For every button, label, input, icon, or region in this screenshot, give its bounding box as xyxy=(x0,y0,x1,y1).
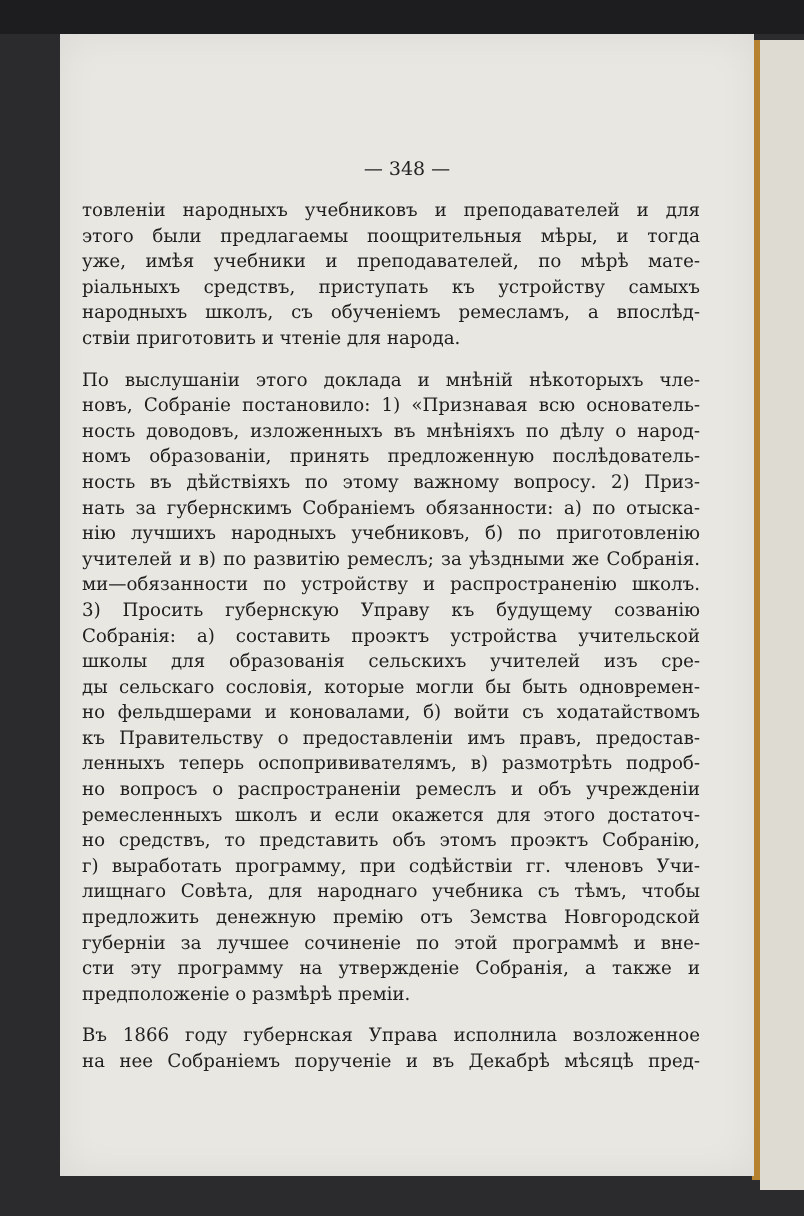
adjacent-page xyxy=(760,40,804,1190)
text-line: новъ, Собраніе постановило: 1) «Признавая всю основатель- xyxy=(82,395,700,417)
text-line: но вопросъ о распространеніи ремеслъ и объ учрежденіи xyxy=(82,779,700,801)
text-line: номъ образованіи, принять предложенную послѣдователь- xyxy=(82,446,700,468)
text-line: предположеніе о размѣрѣ преміи. xyxy=(82,983,411,1005)
text-line: ми—обязанности по устройству и распространенію школъ. xyxy=(82,574,700,596)
text-line: Собранія: а) составить проэктъ устройства учительской xyxy=(82,625,700,647)
text-line: губерніи за лучшее сочиненіе по этой программѣ и вне- xyxy=(82,932,700,954)
text-line: сти эту программу на утвержденіе Собранія, а также и xyxy=(82,958,700,980)
text-line: ствіи приготовить и чтеніе для народа. xyxy=(82,327,461,349)
text-line: товленіи народныхъ учебниковъ и преподавателей и для xyxy=(82,200,700,221)
text-line: учителей и в) по развитію ремеслъ; за уѣздными же Собранія. xyxy=(82,548,700,570)
page-text xyxy=(82,198,700,1075)
text-line: на нее Собраніемъ порученіе и въ Декабрѣ мѣсяцѣ пред- xyxy=(82,1051,700,1072)
text-line: но средствъ, то представить объ этомъ проэктъ Собранію, xyxy=(82,830,700,852)
text-line: По выслушаніи этого доклада и мнѣній нѣкоторыхъ чле- xyxy=(82,369,700,391)
text-line: Въ 1866 году губернская Управа исполнила возложенное xyxy=(82,1025,700,1047)
text-line: ленныхъ теперь оспопрививателямъ, в) размотрѣть подроб- xyxy=(82,753,700,775)
paragraph xyxy=(82,198,700,352)
text-line: г) выработать программу, при содѣйствіи гг. членовъ Учи- xyxy=(82,855,700,877)
text-line: ность доводовъ, изложенныхъ въ мнѣніяхъ по дѣлу о народ- xyxy=(82,420,700,442)
page-number: — 348 — xyxy=(363,158,451,180)
text-line: ремесленныхъ школъ и если окажется для этого достаточ- xyxy=(82,804,700,826)
paragraph xyxy=(82,1023,700,1074)
text-line: ность въ дѣйствіяхъ по этому важному вопросу. 2) Приз- xyxy=(82,471,700,493)
text-line: ды сельскаго сословія, которые могли бы быть одновремен- xyxy=(82,676,700,698)
scan-background xyxy=(0,0,804,34)
text-line: этого были предлагаемы поощрительныя мѣры, и тогда xyxy=(82,225,700,247)
text-line: школы для образованія сельскихъ учителей изъ сре- xyxy=(82,651,700,673)
text-line: народныхъ школъ, съ обученіемъ ремесламъ, а впослѣд- xyxy=(82,302,700,324)
text-line: уже, имѣя учебники и преподавателей, по мѣрѣ мате- xyxy=(82,251,700,273)
text-line: нію лучшихъ народныхъ учебниковъ, б) по приготовленію xyxy=(82,523,700,545)
text-line: предложить денежную премію отъ Земства Новгородской xyxy=(82,907,700,929)
text-line: но фельдшерами и коновалами, б) войти съ ходатайствомъ xyxy=(82,702,700,724)
text-line: ріальныхъ средствъ, приступать къ устройству самыхъ xyxy=(82,276,700,298)
paragraph xyxy=(82,368,700,1008)
text-line: нать за губернскимъ Собраніемъ обязанности: а) по отыска- xyxy=(82,497,700,519)
text-line: лищнаго Совѣта, для народнаго учебника съ тѣмъ, чтобы xyxy=(82,881,700,903)
text-line: 3) Просить губернскую Управу къ будущему созванію xyxy=(82,599,700,621)
text-line: къ Правительству о предоставленіи имъ правъ, предостав- xyxy=(82,727,700,749)
